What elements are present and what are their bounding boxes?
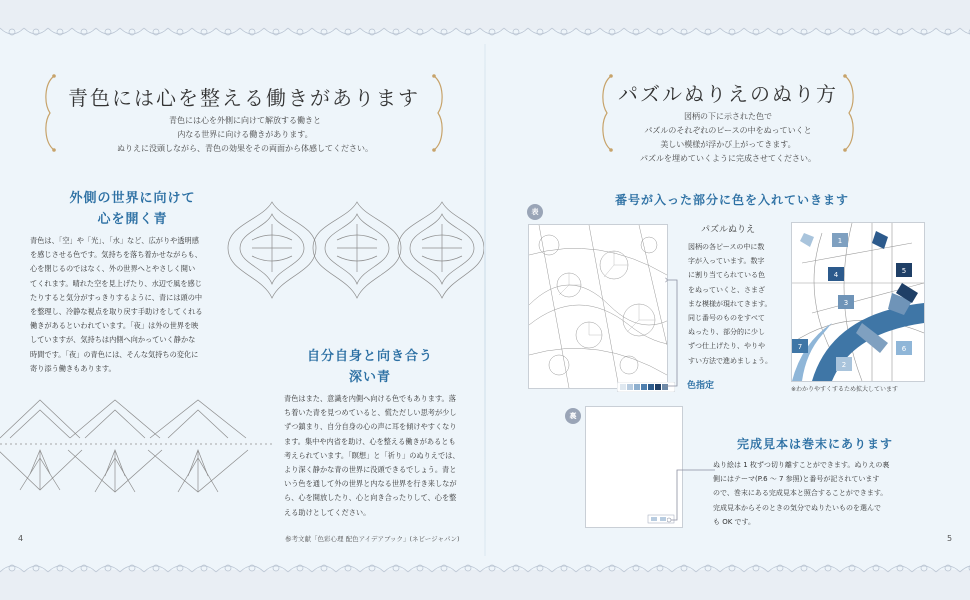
body-line: すい方法で進めましょう。 xyxy=(688,356,772,365)
body-line: を整理し、冷静な視点を取り戻す手助けをしてくれる xyxy=(30,307,203,317)
coloring-sheet-art xyxy=(529,225,667,388)
section-body-deep-blue xyxy=(284,392,464,520)
intro-line: ぬりえに没頭しながら、青色の効果をその両面から体感してください。 xyxy=(117,144,373,153)
piece-1-marker xyxy=(832,233,848,247)
piece-3-number: 3 xyxy=(843,299,849,307)
intro-line: 内なる世界に向ける働きがあります。 xyxy=(177,130,313,139)
heading-line: 自分自身と向き合う xyxy=(306,349,433,364)
section-heading-coloring-numbers: 番号が入った部分に色を入れていきます xyxy=(614,193,849,207)
heading-line: 心を開く青 xyxy=(97,212,168,227)
body-line: いう色を通して外の世界と内なる世界を行き来しなが xyxy=(284,479,457,489)
page-number-left: 4 xyxy=(18,534,24,543)
left-page-title: 青色には心を整える働きがあります xyxy=(68,86,420,110)
section-body-outer-blue xyxy=(30,234,216,376)
body-line: に割り当てられている色 xyxy=(688,271,765,280)
callout-line-color xyxy=(665,276,685,388)
page-number-right: 5 xyxy=(947,534,953,543)
section-heading-deep-blue xyxy=(290,346,450,388)
left-intro xyxy=(60,114,430,156)
intro-line: 美しい模様が浮かび上がってきます。 xyxy=(660,140,796,149)
puzzle-enlarged-art xyxy=(792,223,924,381)
right-page xyxy=(485,0,970,600)
body-line: 寄り添う働きもあります。 xyxy=(30,363,116,373)
intro-line: パズルを埋めていくように完成させてください。 xyxy=(640,154,816,163)
puzzle-enlarged-detail xyxy=(791,222,925,382)
body-line: ずつ鎮まり、自分自身の心の声に耳を傾けやすくなり xyxy=(284,422,457,432)
body-line: たりすると気分がすっきりするように、青には頭の中 xyxy=(30,292,203,302)
intro-line: パズルのそれぞれのピースの中をぬっていくと xyxy=(644,126,812,135)
diamond-pattern-illustration xyxy=(0,398,272,494)
piece-7-number: 7 xyxy=(797,343,803,351)
body-line: 考えられています。「瞑想」と「祈り」のぬりえでは、 xyxy=(284,450,460,460)
callout-line-theme xyxy=(667,468,715,524)
body-line: ずつ仕上げたり、やりや xyxy=(688,342,765,351)
piece-2-number: 2 xyxy=(841,361,847,369)
body-line: ます。集中や内省を助け、心を整える働きがあるとも xyxy=(284,436,456,446)
dome-pattern-illustration xyxy=(222,200,484,300)
body-line: 時間です。「夜」の青色には、そんな気持ちの変化に xyxy=(30,349,199,359)
enlarged-caption: ※わかりやすくするため拡大しています xyxy=(791,386,899,393)
body-line: 働きがあるといわれています。「夜」は外の世界を映 xyxy=(30,321,199,331)
piece-5-marker xyxy=(896,263,912,277)
piece-6-marker xyxy=(896,341,912,355)
section-heading-sample: 完成見本は巻末にあります xyxy=(736,437,893,451)
body-line: ら、心を開放したり、心と向き合ったりして、心を整 xyxy=(284,493,457,503)
body-line: ぬったり、部分的に少し xyxy=(688,328,765,337)
body-line: していますが、気持ちは内側へ向かっていく静かな xyxy=(30,335,196,345)
body-line: える助けとしてください。 xyxy=(284,507,371,517)
body-line: 図柄の各ピースの中に数 xyxy=(688,243,765,251)
piece-1-number: 1 xyxy=(837,237,843,245)
piece-2-marker xyxy=(836,357,852,371)
badge-front: 表 xyxy=(527,204,543,220)
color-specification-label: 色指定 xyxy=(687,381,715,391)
body-line: をぬっていくと、さまざ xyxy=(688,285,765,294)
body-line: 青色はまた、意識を内側へ向ける色でもあります。落 xyxy=(284,394,456,403)
badge-back: 裏 xyxy=(565,408,581,424)
body-line: 心を閉じるのではなく、外の世界へとやさしく開い xyxy=(30,264,196,274)
sample-explanation xyxy=(713,458,913,529)
piece-5-number: 5 xyxy=(901,267,907,275)
body-line: ち着いた青を見つめていると、慌ただしい思考が少し xyxy=(284,408,457,418)
puzzle-coloring-label: パズルぬりえ xyxy=(701,225,756,235)
footnote-reference: 参考文献「色彩心理 配色アイデアブック」(ネビージャパン) xyxy=(285,535,460,543)
body-line: 同じ番号のものをすべて xyxy=(688,314,765,323)
body-line: てくれます。晴れた空を見上げたり、水辺で風を感じ xyxy=(30,278,202,288)
right-intro xyxy=(597,110,859,166)
piece-3-marker xyxy=(838,295,854,309)
body-line: 青色は、「空」や「光」、「水」など、広がりや透明感 xyxy=(30,236,199,245)
body-line: まな模様が現れてきます。 xyxy=(688,299,772,308)
piece-6-number: 6 xyxy=(901,345,907,353)
piece-4-marker xyxy=(828,267,844,281)
body-line: を感じさせる色です。気持ちを落ち着かせながらも、 xyxy=(30,250,202,260)
body-line: より深く静かな青の世界に没頭できるでしょう。青と xyxy=(284,465,457,475)
right-page-title: パズルぬりえのぬり方 xyxy=(618,82,838,106)
heading-line: 外側の世界に向けて xyxy=(69,191,196,206)
body-line: ぬり絵は 1 枚ずつ切り離すことができます。ぬりえの裏 xyxy=(713,461,890,469)
intro-line: 青色には心を外側に向けて解放する働きと xyxy=(169,116,321,125)
puzzle-explanation xyxy=(688,240,785,368)
intro-line: 図柄の下に示された色で xyxy=(684,112,772,121)
body-line: 側にはテーマ(P.6 ～ 7 参照)と番号が記されています xyxy=(713,475,880,484)
body-line: も OK です。 xyxy=(713,517,755,526)
body-line: 完成見本からそのときの気分でぬりたいものを選んで xyxy=(713,503,881,512)
body-line: ので、巻末にある完成見本と照合することができます。 xyxy=(713,489,888,498)
piece-7-marker xyxy=(792,339,808,353)
section-heading-outer-blue xyxy=(40,188,225,230)
body-line: 字が入っています。数字 xyxy=(688,257,765,266)
piece-4-number: 4 xyxy=(833,271,839,279)
coloring-sheet-preview xyxy=(528,224,668,389)
heading-line: 深い青 xyxy=(348,370,391,385)
